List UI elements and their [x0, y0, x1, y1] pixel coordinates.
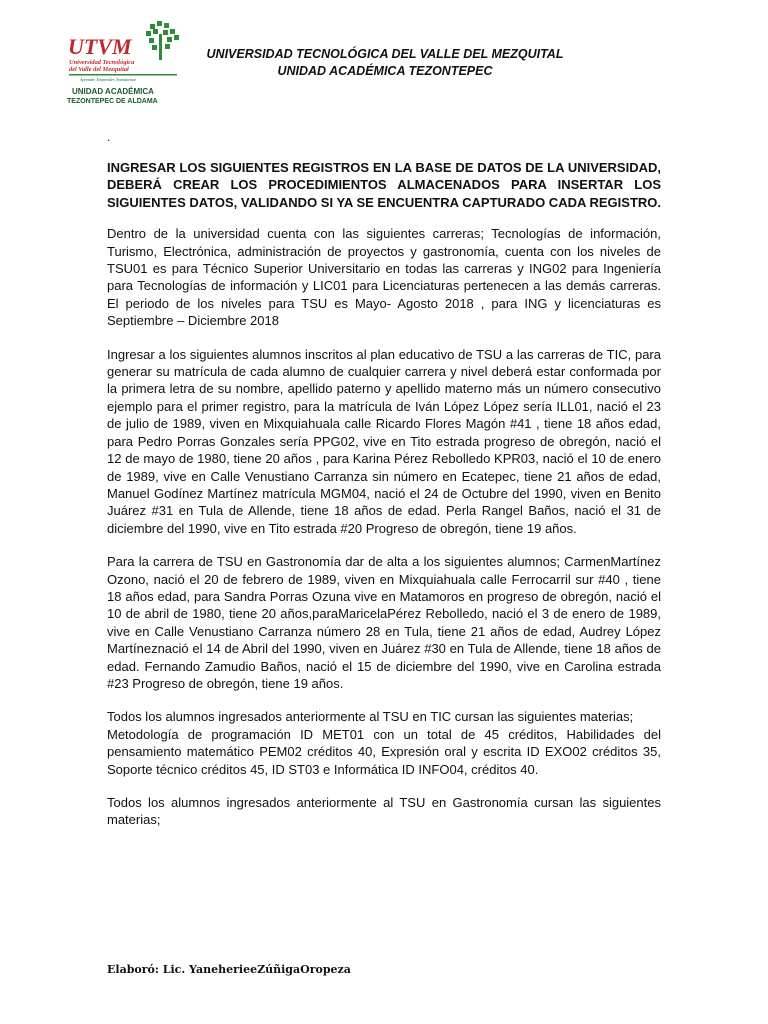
- logo-tagline: Aprender, Emprender, Transformar: [80, 77, 137, 82]
- paragraph-tic-subjects: Metodología de programación ID MET01 con un total de 45 créditos, Habilidades del pensamiento matemático PEM02 créditos 40, Expresión oral y escrita ID EXO02 créditos 35, Soporte técnico créditos 45, ID ST03 e Informática ID INFO04, créditos 40.: [107, 726, 661, 777]
- logo-name-line1: Universidad Tecnológica: [69, 59, 135, 66]
- instruction-heading: INGRESAR LOS SIGUIENTES REGISTROS EN LA BASE DE DATOS DE LA UNIVERSIDAD, DEBERÁ CREAR LOS PROCEDIMIENTOS ALMACENADOS PARA INSERTAR LOS SIGUIENTES DATOS, VALIDANDO SI YA SE ENCUENTRA CAPTURADO CADA REGISTRO.: [107, 160, 661, 210]
- logo-unit-line1: UNIDAD ACADÉMICA: [72, 87, 154, 96]
- header-unit-name: UNIDAD ACADÉMICA TEZONTEPEC: [277, 64, 493, 78]
- utvm-logo-graphic: [66, 20, 186, 114]
- university-logo: [66, 20, 186, 114]
- logo-unit-line2: TEZONTEPEC DE ALDAMA: [67, 98, 158, 105]
- paragraph-tic-subjects-intro: Todos los alumnos ingresados anteriormente al TSU en TIC cursan las siguientes materias;: [107, 709, 634, 725]
- stray-dot: .: [107, 130, 111, 144]
- document-body: [107, 159, 661, 845]
- document-header: [190, 46, 580, 80]
- paragraph-tic-students: Ingresar a los siguientes alumnos inscritos al plan educativo de TSU a las carreras de TIC, para generar su matrícula de cada alumno de cualquier carrera y nivel deberá estar conformada por la primera letra de su nombre, apellido paterno y apellido materno más un número consecutivo ejemplo para el primer registro, para la matrícula de Iván López López sería ILL01, nació el 23 de julio de 1989, viven en Mixquiahuala calle Ricardo Flores Magón #41 , tiene 18 años edad, para Pedro Porras Gonzales sería PPG02, vive en Tito estrada progreso de obregón, nació el 12 de mayo de 1980, tiene 20 años , para Karina Pérez Rebolledo KPR03, nació el 10 de enero de 1989, vive en Calle Venustiano Carranza sin número en Ecatepec, tiene 21 años de edad, Manuel Godínez Martínez matrícula MGM04, nació el 24 de Octubre del 1990, viven en Benito Juárez #31 en Tula de Allende, tiene 18 años de edad. Perla Rangel Baños, nació el 31 de diciembre del 1990, vive en Tito estrada #20 Progreso de obregón, tiene 19 años.: [107, 346, 661, 536]
- header-university-name: UNIVERSIDAD TECNOLÓGICA DEL VALLE DEL MEZQUITAL: [206, 47, 564, 61]
- logo-acronym: UTVM: [68, 34, 132, 59]
- paragraph-gastronomy-students: Para la carrera de TSU en Gastronomía dar de alta a los siguientes alumnos; CarmenMartínez Ozono, nació el 20 de febrero de 1989, viven en Mixquiahuala calle Ferrocarril sur #40 , tiene 18 años edad, para Sandra Porras Ozuna vive en Matamoros en progreso de obregón, nació el 10 de abril de 1980, tiene 20 años,paraMaricelaPérez Rebolledo, nació el 3 de enero de 1989, vive en Calle Venustiano Carranza número 28 en Tula, tiene 21 años de edad, Audrey López Martíneznació el 14 de Abril del 1990, viven en Juárez #30 en Tula de Allende, tiene 18 años de edad. Fernando Zamudio Baños, nació el 15 de diciembre del 1990, vive en Carolina estrada #23 Progreso de obregón, tiene 19 años.: [107, 554, 661, 691]
- author-footer: Elaboró: Lic. YaneherieeZúñigaOropeza: [107, 963, 351, 976]
- paragraph-gastronomy-subjects-intro: Todos los alumnos ingresados anteriormente al TSU en Gastronomía cursan las siguientes materias;: [107, 795, 661, 828]
- paragraph-careers: Dentro de la universidad cuenta con las siguientes carreras; Tecnologías de información, Turismo, Electrónica, administración de proyectos y gastronomía, cuenta con los niveles de TSU01 es para Técnico Superior Universitario en todas las carreras y ING02 para Ingeniería para Tecnologías de información y LIC01 para Licenciaturas pertenecen a las demás carreras. El periodo de los niveles para TSU es Mayo- Agosto 2018 , para ING y licenciaturas es Septiembre – Diciembre 2018: [107, 226, 661, 329]
- tree-icon: [146, 21, 179, 60]
- logo-name-line2: del Valle del Mezquital: [69, 66, 129, 73]
